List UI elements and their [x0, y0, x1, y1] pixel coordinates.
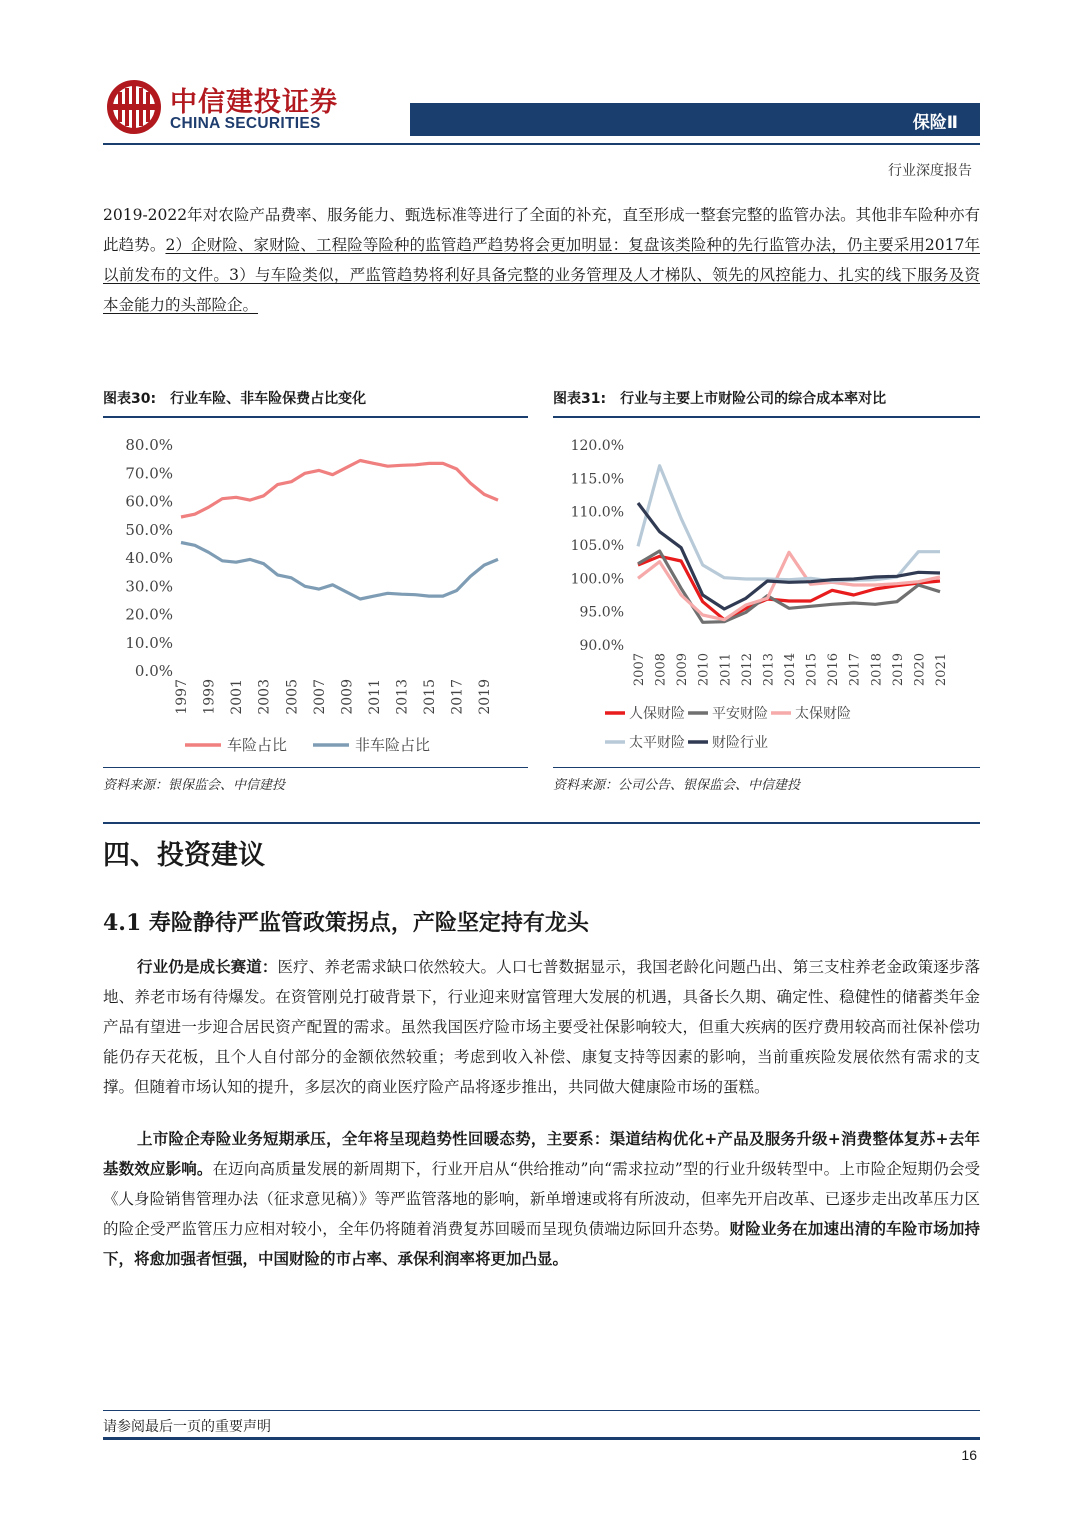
- fig30-x-tick-label: 2019: [477, 679, 494, 715]
- fig31-x-tick-label: 2014: [783, 653, 798, 687]
- fig31-x-tick-label: 2019: [890, 653, 906, 687]
- fig30-title: 行业车险、非车险保费占比变化: [170, 391, 367, 407]
- fig30-x-tick-label: 2007: [311, 679, 328, 715]
- fig30-source-rule: [103, 767, 528, 768]
- fig31-x-tick-label: 2010: [696, 653, 712, 687]
- fig30-y-tick-label: 10.0%: [125, 633, 173, 652]
- fig31-legend-label: 人保财险: [629, 706, 685, 722]
- page-number: 16: [961, 1447, 977, 1463]
- intro-text: 2019-2022年对农险产品费率、服务能力、甄选标准等进行了全面的补充，直至形成一整套完整的监管办法。其他非车险种亦有此趋势。: [103, 206, 980, 254]
- section-title: 四、投资建议: [103, 840, 265, 871]
- header-divider: [103, 143, 980, 145]
- fig30-legend-label: 非车险占比: [355, 736, 431, 754]
- fig31-source: 资料来源：公司公告、银保监会、中信建投: [553, 778, 801, 793]
- growth-text: 医疗、养老需求缺口依然较大。人口七普数据显示，我国老龄化问题凸出、第三支柱养老金政策逐步落地、养老市场有待爆发。在资管刚兑打破背景下，行业迎来财富管理大发展的机遇，具备长久期、确定性、稳健性的储蓄类年金产品有望进一步迎合居民资产配置的需求。虽然我国医疗险市场主要受社保影响较大，但重大疾病的医疗费用较高而社保补偿功能仍存天花板，且个人自付部分的金额依然较重；考虑到收入补偿、康复支持等因素的影响，当前重疾险发展依然有需求的支撑。但随着市场认知的提升，多层次的商业医疗险产品将逐步推出，共同做大健康险市场的蛋糕。: [103, 958, 980, 1096]
- fig31-legend-label: 平安财险: [712, 706, 768, 722]
- footer-rule-thin: [103, 1410, 980, 1411]
- fig30-x-tick-label: 1999: [201, 679, 218, 715]
- section-divider: [103, 822, 980, 824]
- subsection-title: 4.1 寿险静待严监管政策拐点，产险坚定持有龙头: [103, 910, 589, 936]
- fig31-x-tick-label: 2008: [653, 653, 669, 687]
- fig31-x-tick-label: 2011: [718, 653, 734, 687]
- fig30-number: 图表30:: [103, 391, 157, 407]
- fig30-y-tick-label: 20.0%: [125, 605, 173, 624]
- fig31-top-rule: [553, 416, 980, 418]
- fig31-number: 图表31:: [553, 391, 607, 407]
- fig31-chart: [553, 425, 980, 765]
- fig30-x-tick-label: 2003: [256, 679, 273, 715]
- fig30-chart: [103, 425, 528, 765]
- fig30-y-tick-label: 30.0%: [125, 577, 173, 596]
- fig31-caption: [553, 388, 886, 408]
- fig31-y-tick-label: 100.0%: [570, 571, 624, 588]
- logo-english-name: CHINA SECURITIES: [170, 115, 321, 132]
- intro-underlined-text: 2）企财险、家财险、工程险等险种的监管趋严趋势将会更加明显：复盘该类险种的先行监管办法，仍主要采用2017年以前发布的文件。3）与车险类似，严监管趋势将利好具备完整的业务管理及人才梯队、领先的风控能力、扎实的线下服务及资本金能力的头部险企。: [103, 236, 980, 314]
- fig31-y-tick-label: 105.0%: [570, 538, 624, 554]
- growth-paragraph: [103, 952, 980, 1102]
- fig30-source: 资料来源：银保监会、中信建投: [103, 778, 286, 793]
- outlook-paragraph: [103, 1124, 980, 1274]
- fig30-x-tick-label: 2011: [366, 679, 383, 715]
- fig30-x-tick-label: 2015: [422, 679, 439, 715]
- fig30-y-tick-label: 70.0%: [125, 464, 173, 483]
- sector-label: 保险Ⅱ: [912, 113, 958, 133]
- fig30-y-tick-label: 0.0%: [134, 662, 173, 680]
- footer-disclaimer[interactable]: 请参阅最后一页的重要声明: [103, 1419, 271, 1435]
- fig30-top-rule: [103, 416, 528, 418]
- company-logo-icon: [105, 78, 163, 136]
- growth-lead: 行业仍是成长赛道：: [137, 957, 278, 976]
- fig31-title: 行业与主要上市财险公司的综合成本率对比: [620, 391, 887, 407]
- non-auto-share-line: [181, 543, 498, 600]
- fig30-x-tick-label: 1997: [174, 679, 190, 715]
- sector-banner: [410, 103, 980, 136]
- fig31-y-tick-label: 95.0%: [579, 604, 624, 621]
- footer-rule-thick: [103, 1437, 980, 1440]
- fig31-y-tick-label: 120.0%: [570, 438, 624, 454]
- report-type: 行业深度报告: [888, 163, 972, 179]
- logo-chinese-name: 中信建投证券: [170, 87, 338, 118]
- fig31-x-tick-label: 2012: [739, 653, 755, 687]
- fig30-y-tick-label: 50.0%: [125, 520, 173, 539]
- outlook-lead: 上市险企寿险业务短期承压，全年将呈现趋势性回暖态势，主要系：渠道结构优化+产品及服务升级+消费整体复苏+去年基数效应影响。: [103, 1129, 980, 1178]
- fig31-x-tick-label: 2021: [934, 653, 949, 687]
- fig31-x-tick-label: 2017: [847, 653, 863, 687]
- fig30-y-tick-label: 80.0%: [125, 436, 173, 454]
- fig30-x-tick-label: 2005: [284, 679, 301, 715]
- outlook-conclusion: 财险业务在加速出清的车险市场加持下，将愈加强者恒强，中国财险的市占率、承保利润率将更加凸显。: [103, 1219, 980, 1268]
- picc-line: [638, 556, 940, 619]
- fig31-legend-label: 太平财险: [629, 735, 685, 751]
- intro-paragraph: [103, 200, 980, 320]
- fig31-x-tick-label: 2016: [826, 653, 842, 687]
- fig30-x-tick-label: 2013: [394, 679, 411, 715]
- fig31-x-tick-label: 2018: [869, 653, 885, 687]
- fig30-y-tick-label: 40.0%: [125, 549, 173, 567]
- fig31-legend-label: 财险行业: [712, 735, 768, 751]
- fig31-y-tick-label: 110.0%: [570, 504, 624, 521]
- fig30-x-tick-label: 2009: [339, 679, 356, 715]
- fig30-x-tick-label: 2001: [229, 679, 246, 715]
- fig31-y-tick-label: 115.0%: [570, 471, 624, 488]
- fig31-y-tick-label: 90.0%: [579, 638, 624, 654]
- fig31-x-tick-label: 2015: [804, 653, 820, 687]
- fig31-x-tick-label: 2007: [632, 653, 647, 687]
- fig31-legend-label: 太保财险: [795, 706, 851, 722]
- fig31-source-rule: [553, 767, 980, 768]
- fig31-x-tick-label: 2009: [675, 653, 691, 687]
- fig30-y-tick-label: 60.0%: [125, 492, 173, 511]
- fig30-legend-label: 车险占比: [227, 736, 288, 754]
- fig31-x-tick-label: 2013: [761, 653, 777, 687]
- fig31-x-tick-label: 2020: [912, 653, 928, 687]
- outlook-text: 在迈向高质量发展的新周期下，行业开启从“供给推动”向“需求拉动”型的行业升级转型中。上市险企短期仍会受《人身险销售管理办法（征求意见稿）》等严监管落地的影响，新单增速或将有所波动，但率先开启改革、已逐步走出改革压力区的险企受严监管压力应相对较小，全年仍将随着消费复苏回暖而呈现负债端边际回升态势。: [103, 1160, 980, 1238]
- fig30-x-tick-label: 2017: [449, 679, 466, 715]
- fig30-caption: [103, 388, 366, 408]
- auto-share-line: [181, 461, 498, 518]
